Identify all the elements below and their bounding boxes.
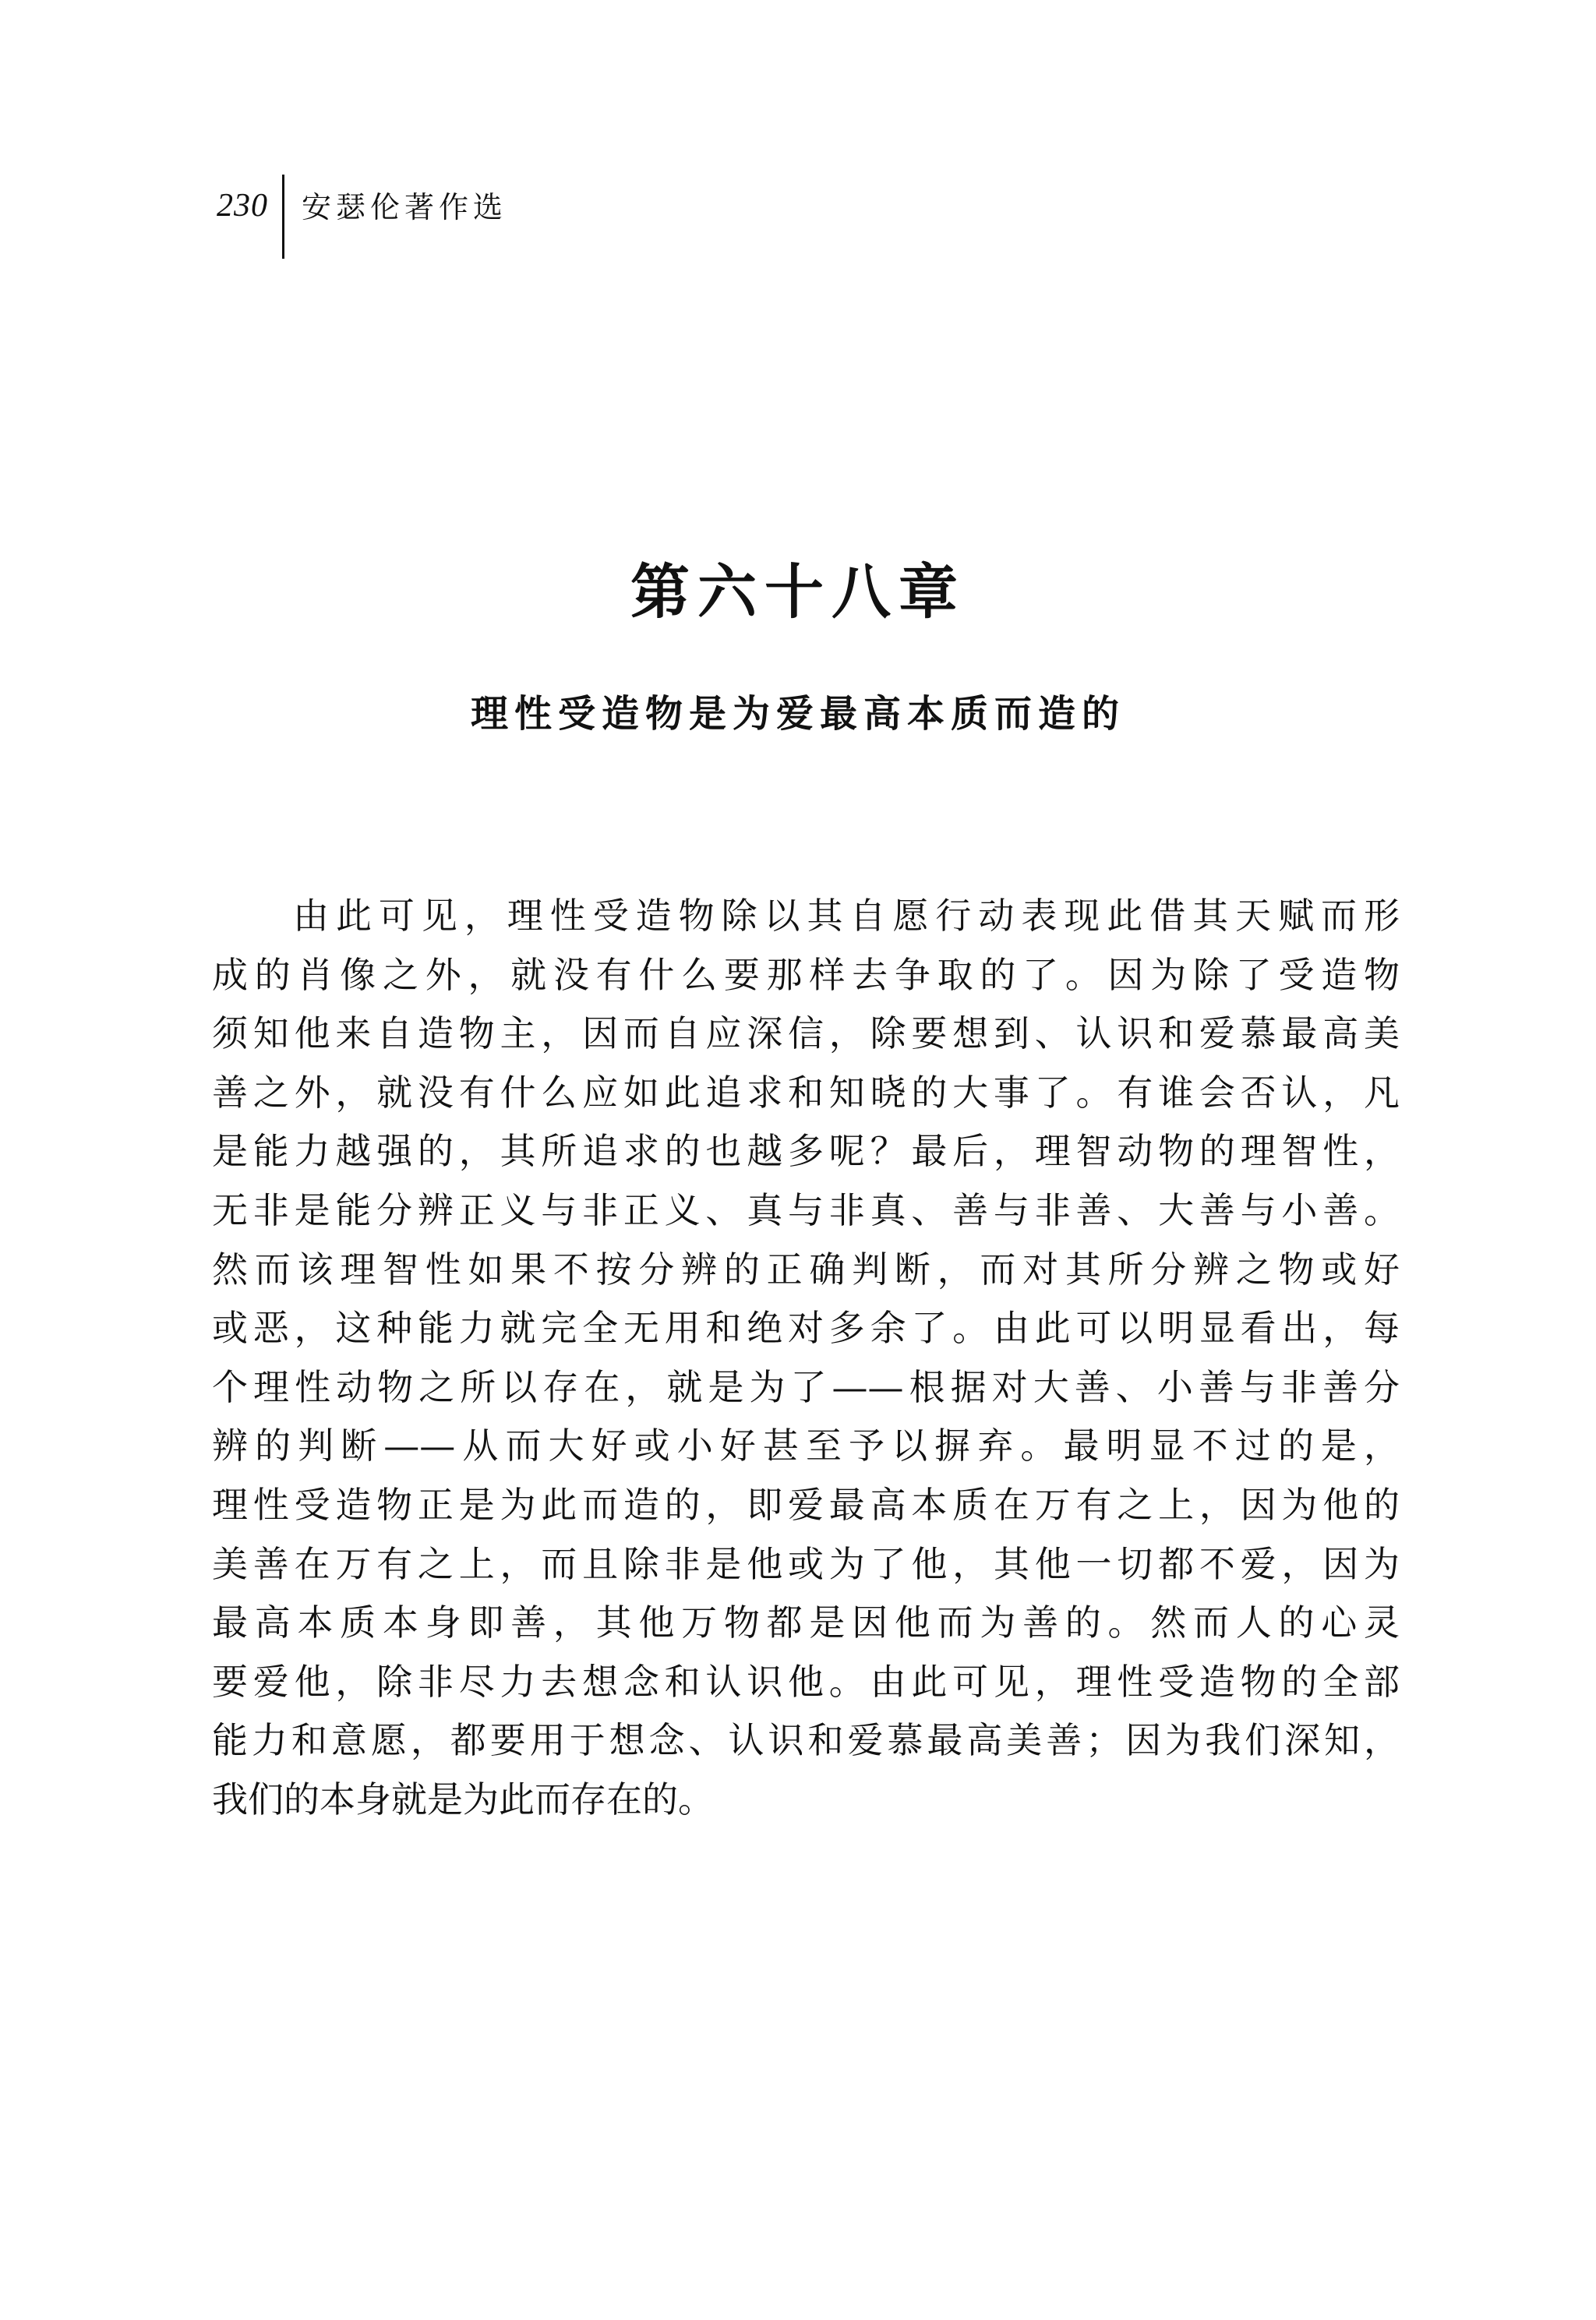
body-line: 要爱他，除非尽力去想念和认识他。由此可见，理性受造物的全部 xyxy=(212,1660,1400,1703)
body-paragraph xyxy=(212,887,1400,1830)
running-head xyxy=(217,175,507,252)
body-line: 辨的判断——从而大好或小好甚至予以摒弃。最明显不过的是， xyxy=(212,1425,1400,1467)
body-line: 须知他来自造物主，因而自应深信，除要想到、认识和爱慕最高美 xyxy=(212,1012,1400,1055)
body-line: 成的肖像之外，就没有什么要那样去争取的了。因为除了受造物 xyxy=(212,953,1400,996)
chapter-title: 第六十八章 xyxy=(630,557,966,627)
body-line: 善之外，就没有什么应如此追求和知晓的大事了。有谁会否认，凡 xyxy=(212,1071,1400,1114)
header-divider xyxy=(282,175,284,259)
body-line: 由此可见，理性受造物除以其自愿行动表现此借其天赋而形 xyxy=(293,895,1400,937)
chapter-subtitle: 理性受造物是为爱最高本质而造的 xyxy=(470,692,1125,736)
body-line: 或恶，这种能力就完全无用和绝对多余了。由此可以明显看出，每 xyxy=(212,1307,1400,1350)
page-number: 230 xyxy=(217,188,268,224)
body-line: 无非是能分辨正义与非正义、真与非真、善与非善、大善与小善。 xyxy=(212,1188,1400,1231)
book-title: 安瑟伦著作选 xyxy=(302,190,508,224)
body-line: 然而该理智性如果不按分辨的正确判断，而对其所分辨之物或好 xyxy=(212,1248,1400,1291)
body-line: 能力和意愿，都要用于想念、认识和爱慕最高美善；因为我们深知， xyxy=(212,1719,1400,1762)
body-line: 我们的本身就是为此而存在的。 xyxy=(212,1778,714,1820)
body-line: 美善在万有之上，而且除非是他或为了他，其他一切都不爱，因为 xyxy=(212,1542,1400,1585)
body-line: 最高本质本身即善，其他万物都是因他而为善的。然而人的心灵 xyxy=(212,1601,1400,1644)
body-line: 个理性动物之所以存在，就是为了——根据对大善、小善与非善分 xyxy=(212,1365,1400,1408)
body-line: 理性受造物正是为此而造的，即爱最高本质在万有之上，因为他的 xyxy=(212,1483,1400,1526)
body-line: 是能力越强的，其所追求的也越多呢？最后，理智动物的理智性， xyxy=(212,1130,1400,1173)
